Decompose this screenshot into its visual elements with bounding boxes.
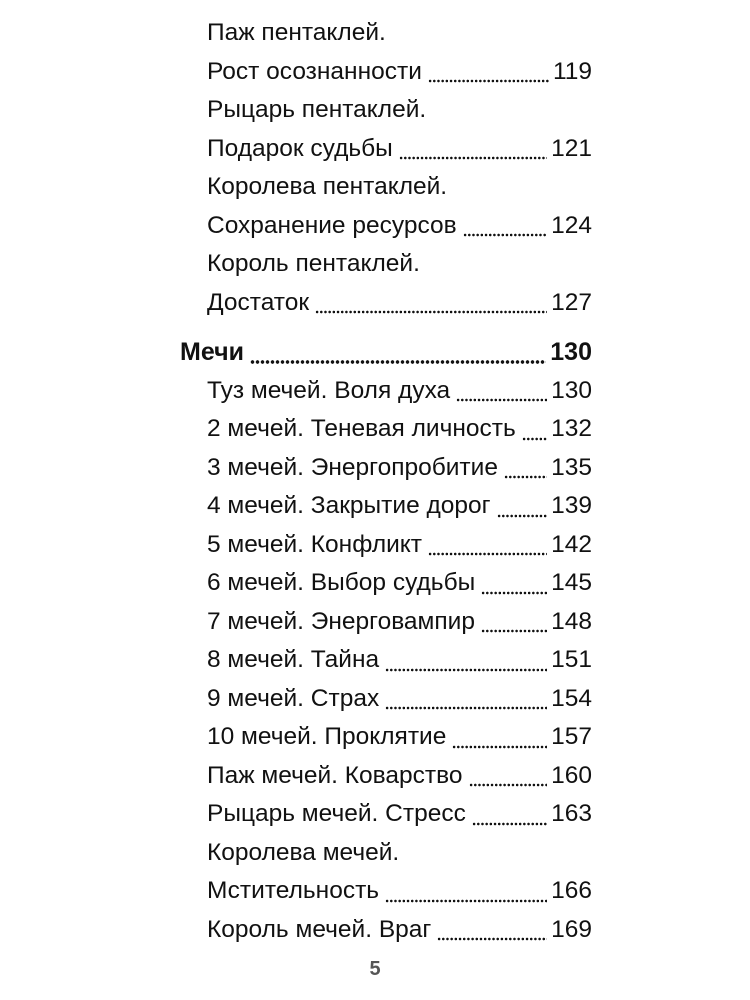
toc-entry-title: Королева мечей. xyxy=(207,838,400,866)
toc-entry-page: 130 xyxy=(550,337,592,366)
toc-entry xyxy=(180,284,592,323)
toc-entry xyxy=(180,91,592,130)
toc-entry-page: 169 xyxy=(551,915,592,943)
toc-entry xyxy=(180,449,592,488)
toc-entry xyxy=(180,207,592,246)
toc-entry xyxy=(180,757,592,796)
toc-entry-title: Мечи xyxy=(180,337,244,366)
dot-leader xyxy=(315,309,547,315)
toc-entry-title: 7 мечей. Энерговампир xyxy=(207,607,475,635)
toc-entry-title: Туз мечей. Воля духа xyxy=(207,376,451,404)
toc-entry xyxy=(180,487,592,526)
toc-entry-title: Сохранение ресурсов xyxy=(207,211,457,239)
dot-leader xyxy=(428,551,547,557)
toc-entry-page: 121 xyxy=(551,134,592,162)
toc-entry-title: 3 мечей. Энергопробитие xyxy=(207,453,498,481)
toc-entry-page: 163 xyxy=(551,800,592,827)
toc-entry-title: Паж пентаклей. xyxy=(207,19,386,46)
toc-entry-title: 9 мечей. Страх xyxy=(207,684,380,712)
toc-entry xyxy=(180,718,592,757)
table-of-contents xyxy=(180,14,592,949)
toc-entry-page: 135 xyxy=(551,453,592,481)
toc-entry-page: 145 xyxy=(551,569,592,596)
toc-entry-page: 127 xyxy=(551,288,592,316)
toc-entry-title: 4 мечей. Закрытие дорог xyxy=(207,492,491,519)
toc-entry-title: Достаток xyxy=(207,288,310,316)
dot-leader xyxy=(481,590,547,596)
toc-entry-page: 157 xyxy=(551,723,592,750)
dot-leader xyxy=(437,936,547,942)
toc-entry xyxy=(180,130,592,169)
toc-entry xyxy=(180,911,592,950)
toc-entry-page: 160 xyxy=(551,761,592,789)
toc-entry xyxy=(180,14,592,53)
toc-entry xyxy=(180,872,592,911)
toc-entry xyxy=(180,53,592,92)
toc-entry-title: 10 мечей. Проклятие xyxy=(207,723,447,750)
toc-entry-title: 6 мечей. Выбор судьбы xyxy=(207,569,476,596)
toc-entry-page: 130 xyxy=(551,376,592,404)
toc-entry-title: 8 мечей. Тайна xyxy=(207,646,380,673)
toc-entry-title: Мстительность xyxy=(207,877,380,904)
dot-leader xyxy=(522,436,547,442)
toc-entry-title: 5 мечей. Конфликт xyxy=(207,530,423,558)
dot-leader xyxy=(504,474,547,480)
dot-leader xyxy=(399,155,547,161)
toc-entry xyxy=(180,603,592,642)
toc-entry-title: Подарок судьбы xyxy=(207,134,393,162)
toc-entry-page: 154 xyxy=(551,684,592,712)
toc-entry-page: 119 xyxy=(552,57,592,85)
dot-leader xyxy=(472,821,547,827)
toc-section-heading xyxy=(180,333,592,372)
dot-leader xyxy=(250,359,546,365)
dot-leader xyxy=(463,232,547,238)
dot-leader xyxy=(481,628,547,634)
dot-leader xyxy=(428,78,549,84)
toc-entry-page: 142 xyxy=(551,530,592,558)
dot-leader xyxy=(385,705,547,711)
toc-entry-page: 151 xyxy=(551,646,592,673)
toc-entry xyxy=(180,410,592,449)
toc-entry-page: 166 xyxy=(551,877,592,904)
page-number: 5 xyxy=(369,958,381,980)
toc-entry-title: Король пентаклей. xyxy=(207,250,420,277)
toc-entry xyxy=(180,245,592,284)
dot-leader xyxy=(385,898,547,904)
dot-leader xyxy=(385,667,547,673)
toc-entry-title: Королева пентаклей. xyxy=(207,173,448,200)
toc-entry xyxy=(180,168,592,207)
toc-entry xyxy=(180,641,592,680)
toc-entry xyxy=(180,372,592,411)
toc-entry xyxy=(180,526,592,565)
toc-entry xyxy=(180,680,592,719)
toc-entry xyxy=(180,795,592,834)
toc-entry-page: 139 xyxy=(551,492,592,519)
toc-entry xyxy=(180,564,592,603)
toc-entry-title: Рост осознанности xyxy=(207,57,422,85)
dot-leader xyxy=(452,744,547,750)
toc-entry-title: Рыцарь мечей. Стресс xyxy=(207,800,466,827)
dot-leader xyxy=(456,397,547,403)
dot-leader xyxy=(469,782,548,788)
toc-entry-page: 132 xyxy=(551,415,592,442)
toc-entry xyxy=(180,834,592,873)
toc-entry-title: Король мечей. Враг xyxy=(207,915,432,943)
toc-entry-page: 124 xyxy=(551,211,592,239)
dot-leader xyxy=(497,513,548,519)
toc-entry-page: 148 xyxy=(551,607,592,635)
toc-entry-title: Рыцарь пентаклей. xyxy=(207,96,427,123)
toc-entry-title: 2 мечей. Теневая личность xyxy=(207,415,516,442)
toc-entry-title: Паж мечей. Коварство xyxy=(207,761,463,789)
